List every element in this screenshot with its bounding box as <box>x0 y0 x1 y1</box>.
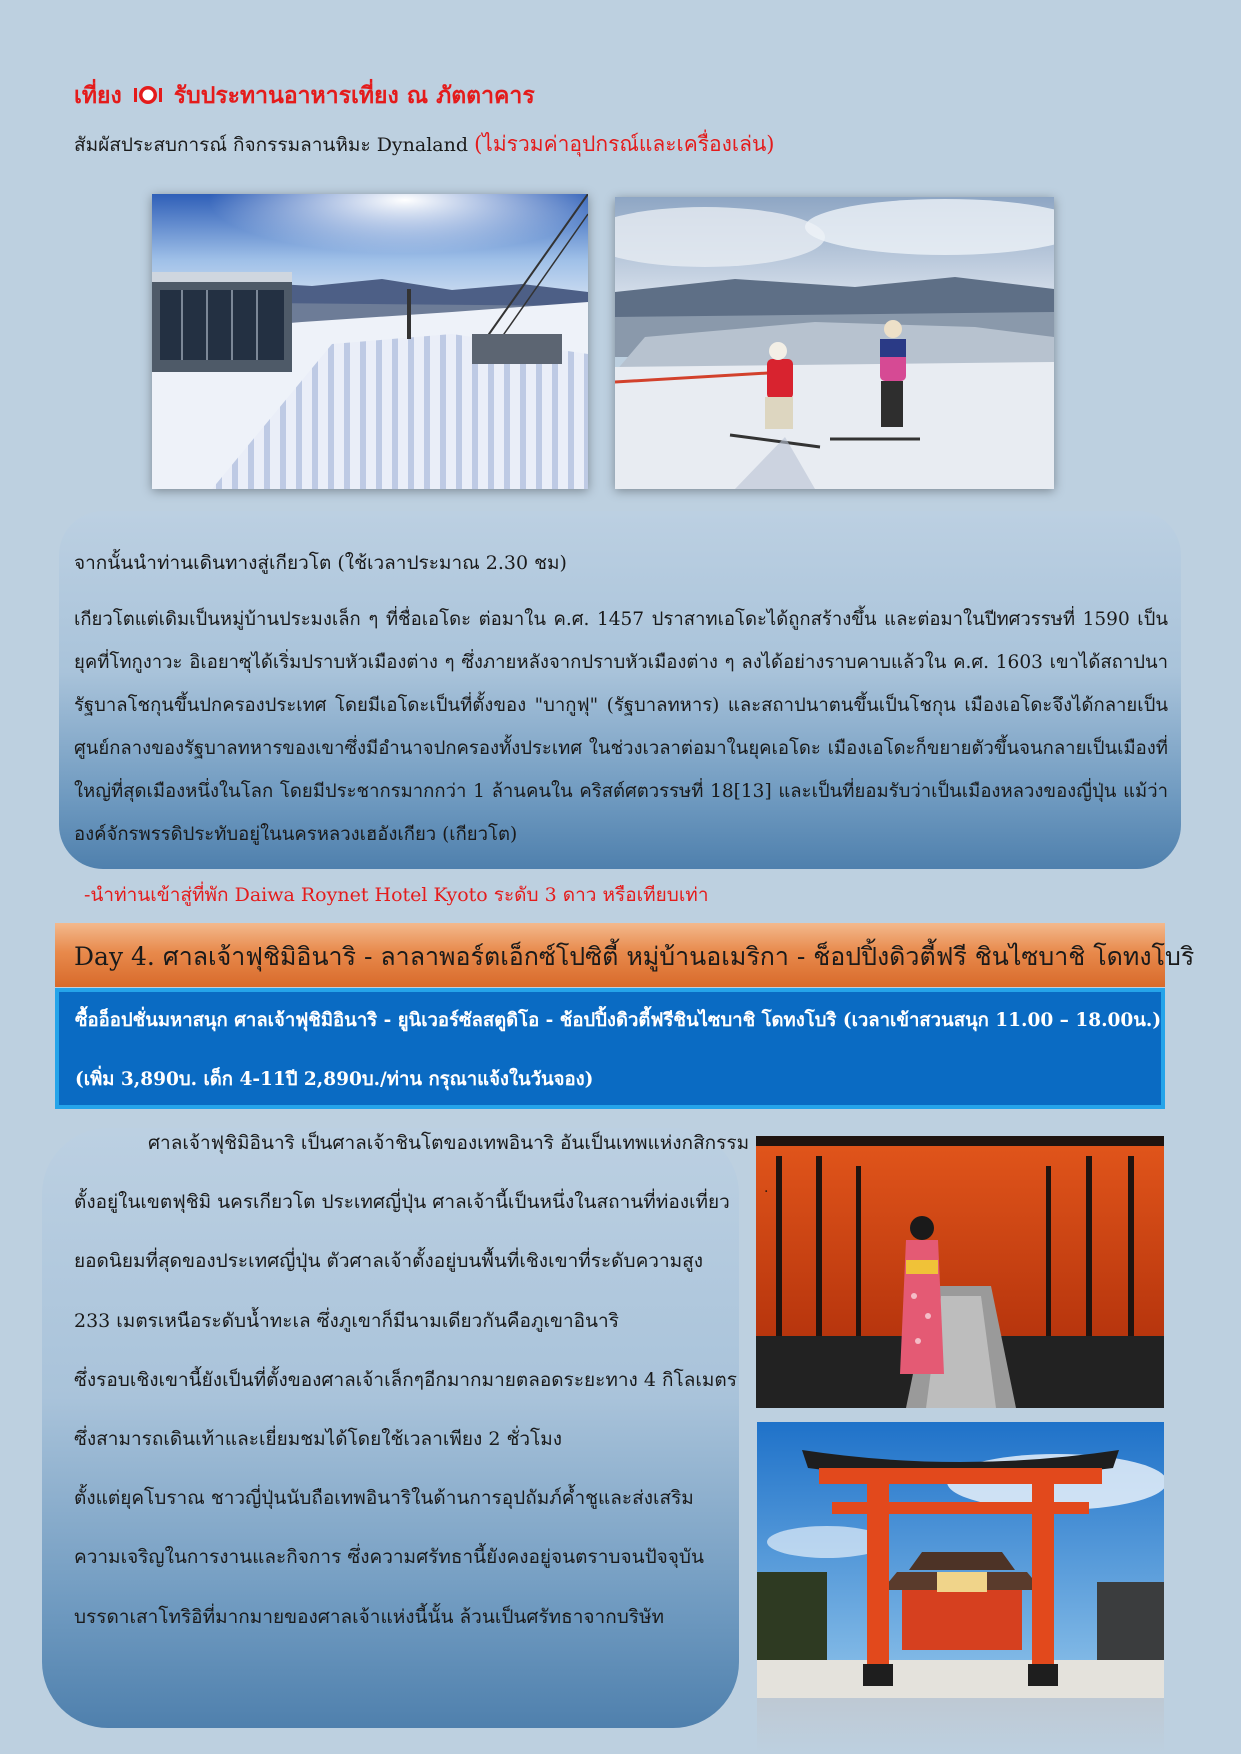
hotel-line: -นำท่านเข้าสู่ที่พัก Daiwa Roynet Hotel Kyoto ระดับ 3 ดาว หรือเทียบเท่า <box>84 884 709 906</box>
inari-line: ยอดนิยมที่สุดของประเทศญี่ปุ่น ตัวศาลเจ้าตั้งอยู่บนพื้นที่เชิงเขาที่ระดับความสูง <box>74 1250 704 1273</box>
inari-line: ซึ่งสามารถเดินเท้าและเยี่ยมชมได้โดยใช้เวลาเพียง 2 ชั่วโมง <box>74 1427 563 1450</box>
snow-activity-text: สัมผัสประสบการณ์ กิจกรรมลานหิมะ Dynaland <box>74 134 469 156</box>
day4-option-box <box>55 988 1165 1109</box>
inari-line: ตั้งอยู่ในเขตฟุชิมิ นครเกียวโต ประเทศญี่ปุ่น ศาลเจ้านี้เป็นหนึ่งในสถานที่ท่องเที่ยว <box>74 1191 730 1214</box>
snow-activity-line <box>74 128 775 161</box>
snow-activity-note: (ไม่รวมค่าอุปกรณ์และเครื่องเล่น) <box>474 132 775 156</box>
inari-line: บรรดาเสาโทริอิที่มากมายของศาลเจ้าแห่งนี้นั้น ล้วนเป็นศรัทธาจากบริษัท <box>74 1605 665 1628</box>
lunch-prefix: เที่ยง <box>74 82 122 109</box>
skiers-photo <box>615 197 1054 489</box>
svg-text:·: · <box>764 1184 769 1200</box>
photo-reflection <box>757 1698 1164 1754</box>
inari-paragraph <box>74 1127 750 1660</box>
lunch-text: รับประทานอาหารเที่ยง ณ ภัตตาคาร <box>173 82 535 109</box>
lunch-line <box>74 78 535 114</box>
inari-line: ซึ่งรอบเชิงเขานี้ยังเป็นที่ตั้งของศาลเจ้าเล็กๆอีกมากมายตลอดระยะทาง 4 กิโลเมตร <box>74 1368 737 1391</box>
day4-header: Day 4. ศาลเจ้าฟุชิมิอินาริ - ลาลาพอร์ตเอ็กซ์โปซิตี้ หมู่บ้านอเมริกา - ช็อปปิ้งดิวตี้ฟรี ชินไซบาชิ โดทงโบริ <box>55 923 1165 987</box>
inari-line: ความเจริญในการงานและกิจการ ซึ่งความศรัทธานี้ยังคงอยู่จนตราบจนปัจจุบัน <box>74 1546 704 1569</box>
torii-gate-photo <box>757 1422 1164 1698</box>
kyoto-history-paragraph: เกียวโตแต่เดิมเป็นหมู่บ้านประมงเล็ก ๆ ที่ชื่อเอโดะ ต่อมาใน ค.ศ. 1457 ปราสาทเอโดะได้ถูกสร้างขึ้น และต่อมาในปีทศวรรษที่ 1590 เป็นยุคที่โทกูงาวะ อิเอยาซุได้เริ่มปราบหัวเมืองต่าง ๆ ซึ่งภายหลังจากปราบหัวเมืองต่าง ๆ ลงได้อย่างราบคาบแล้วใน ค.ศ. 1603 เขาได้สถาปนารัฐบาลโชกุนขึ้นปกครองประเทศ โดยมีเอโดะเป็นที่ตั้งของ "บากูฟุ" (รัฐบาลทหาร) และสถาปนาตนขึ้นเป็นโชกุน เมืองเอโดะจึงได้กลายเป็นศูนย์กลางของรัฐบาลทหารของเขาซึ่งมีอำนาจปกครองทั้งประเทศ ในช่วงเวลาต่อมาในยุคเอโดะ เมืองเอโดะก็ขยายตัวขึ้นจนกลายเป็นเมืองที่ใหญ่ที่สุดเมืองหนึ่งในโลก โดยมีประชากรมากกว่า 1 ล้านคนใน คริสต์ศตวรรษที่ 18[13] และเป็นที่ยอมรับว่าเป็นเมืองหลวงของญี่ปุ่น แม้ว่าองค์จักรพรรดิประทับอยู่ในนครหลวงเฮอังเกียว (เกียวโต) <box>74 609 1168 845</box>
ski-slope-photo <box>152 194 588 489</box>
inari-line: ตั้งแต่ยุคโบราณ ชาวญี่ปุ่นนับถือเทพอินาริในด้านการอุปถัมภ์ค้ำชูและส่งเสริม <box>74 1487 694 1510</box>
inari-line: 233 เมตรเหนือระดับน้ำทะเล ซึ่งภูเขาก็มีนามเดียวกันคือภูเขาอินาริ <box>74 1309 619 1332</box>
torii-tunnel-photo <box>756 1136 1164 1408</box>
plate-cutlery-icon <box>134 84 162 104</box>
day4-option-price: (เพิ่ม 3,890บ. เด็ก 4-11ปี 2,890บ./ท่าน กรุณาแจ้งในวันจอง) <box>75 1069 594 1090</box>
inari-line: ศาลเจ้าฟุชิมิอินาริ เป็นศาลเจ้าชินโตของเทพอินาริ อันเป็นเทพแห่งกสิกรรม <box>148 1132 750 1154</box>
day4-option-line1: ซื้ออ็อปชั่นมหาสนุก ศาลเจ้าฟุชิมิอินาริ - ยูนิเวอร์ซัลสตูดิโอ - ช้อปปิ้งดิวตี้ฟรีชินไซบาชิ โดทงโบริ (เวลาเข้าสวนสนุก 11.00 – 18.00น.) <box>75 1010 1162 1031</box>
kyoto-intro-text: จากนั้นนำท่านเดินทางสู่เกียวโต (ใช้เวลาประมาณ 2.30 ชม) <box>74 552 567 574</box>
